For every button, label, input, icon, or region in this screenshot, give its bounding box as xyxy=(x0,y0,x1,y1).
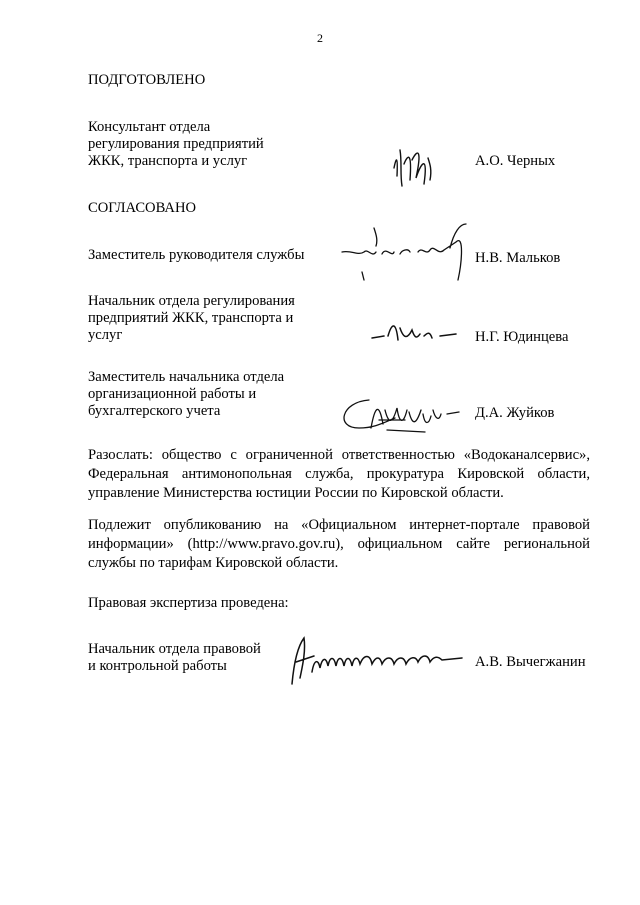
position-line: Консультант отдела xyxy=(88,119,211,135)
prepared-heading: ПОДГОТОВЛЕНО xyxy=(88,72,206,88)
position-line: Начальник отдела регулирования xyxy=(88,293,295,309)
distribution-paragraph: Разослать: общество с ограниченной ответственностью «Водоканалсервис», Федеральная антимонопольная служба, прокуратура Кировской области, управление Министерства юстиции России по Кировской области. xyxy=(88,447,590,501)
position-line: ЖКК, транспорта и услуг xyxy=(88,153,248,169)
legal-review-note: Правовая экспертиза проведена: xyxy=(88,595,289,611)
signature-image xyxy=(338,222,473,287)
position-line: Заместитель руководителя службы xyxy=(88,247,305,263)
signature-image xyxy=(388,140,438,190)
position-line: и контрольной работы xyxy=(88,658,227,674)
signer-name: А.В. Вычегжанин xyxy=(475,654,586,670)
page-number: 2 xyxy=(317,31,323,45)
signer-name: А.О. Черных xyxy=(475,153,556,169)
signature-image xyxy=(335,392,465,438)
signature-image xyxy=(370,318,460,348)
position-line: регулирования предприятий xyxy=(88,136,264,152)
signer-name: Н.Г. Юдинцева xyxy=(475,329,569,345)
signer-name: Д.А. Жуйков xyxy=(475,405,555,421)
position-line: услуг xyxy=(88,327,123,343)
signer-name: Н.В. Мальков xyxy=(475,250,561,266)
position-line: бухгалтерского учета xyxy=(88,403,221,419)
signature-image xyxy=(284,632,474,687)
agreed-heading: СОГЛАСОВАНО xyxy=(88,200,197,216)
position-line: организационной работы и xyxy=(88,386,257,402)
publication-paragraph: Подлежит опубликованию на «Официальном интернет-портале правовой информации» (http://www.pravo.gov.ru), официальном сайте региональной службы по тарифам Кировской области. xyxy=(88,517,590,571)
position-line: Начальник отдела правовой xyxy=(88,641,261,657)
position-line: предприятий ЖКК, транспорта и xyxy=(88,310,294,326)
position-line: Заместитель начальника отдела xyxy=(88,369,285,385)
